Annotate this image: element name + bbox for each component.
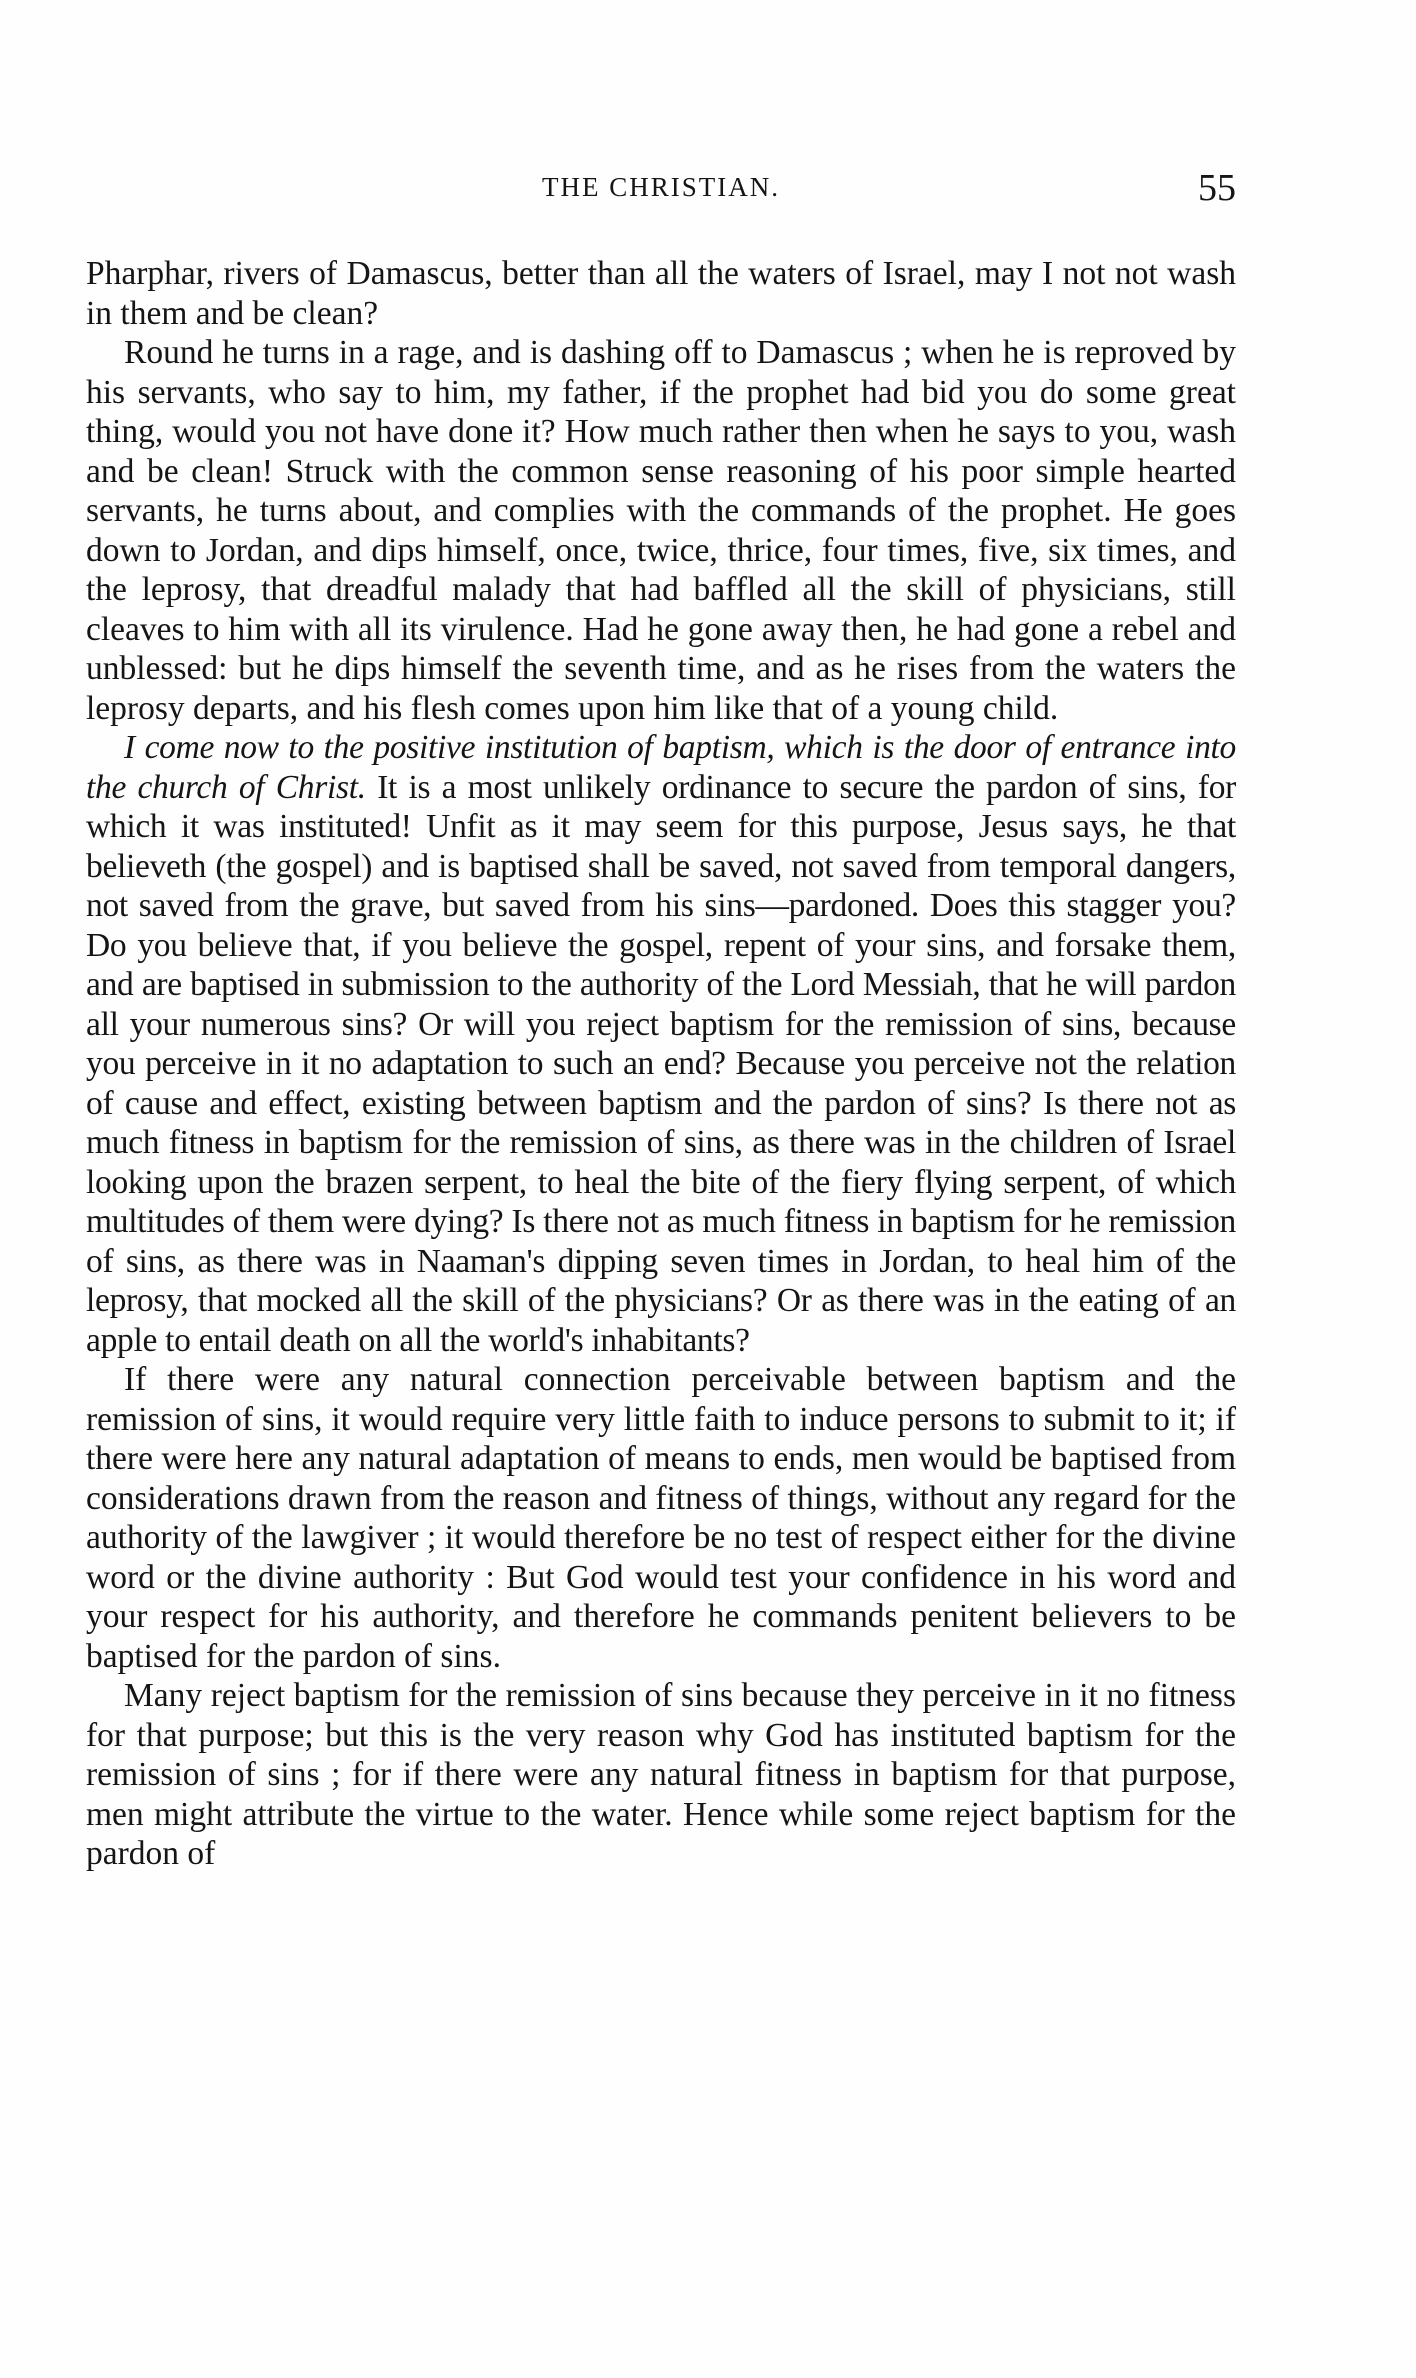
paragraph-italic-lead: I come now to the positive institution of baptism, which is the door of entrance into the church of Christ. [86, 729, 1236, 806]
body-text [86, 254, 1236, 1874]
paragraph-many-reject [86, 1676, 1236, 1874]
paragraph-continued [86, 254, 1236, 333]
page-header [86, 168, 1236, 218]
paragraph-natural-connection [86, 1360, 1236, 1676]
paragraph-naaman-turns [86, 333, 1236, 728]
paragraph-text: It is a most unlikely ordinance to secure the pardon of sins, for which it was instituted! Unfit as it may seem for this purpose, Jesus says, he that believeth (the gospel) and is baptised shall be saved, not saved from temporal dangers, not saved from the grave, but saved from his sins—pardoned. Does this stagger you? Do you believe that, if you believe the gospel, repent of your sins, and forsake them, and are baptised in submission to the authority of the Lord Messiah, that he will pardon all your numerous sins? Or will you reject baptism for the remission of sins, because you perceive in it no adaptation to such an end? Because you perceive not the relation of cause and effect, existing between baptism and the pardon of sins? Is there not as much fitness in baptism for the remission of sins, as there was in the children of Israel looking upon the brazen serpent, to heal the bite of the fiery flying serpent, of which multitudes of them were dying? Is there not as much fitness in baptism for he remission of sins, as there was in Naaman's dipping seven times in Jordan, to heal him of the leprosy, that mocked all the skill of the physicians? Or as there was in the eating of an apple to entail death on all the world's inhabitants? [86, 768, 1237, 1359]
paragraph-text: If there were any natural connection perceivable between baptism and the remission of sins, it would require very little faith to induce persons to submit to it; if there were here any natural adaptation of means to ends, men would be baptised from considerations drawn from the reason and fitness of things, without any regard for the authority of the lawgiver ; it would therefore be no test of respect either for the divine word or the divine authority : But God would test your confidence in his word and your respect for his authority, and therefore he commands penitent believers to be baptised for the pardon of sins. [86, 1361, 1236, 1675]
paragraph-text: Round he turns in a rage, and is dashing off to Damascus ; when he is reproved by his servants, who say to him, my father, if the prophet had bid you do some great thing, would you not have done it? How much rather then when he says to you, wash and be clean! Struck with the common sense reasoning of his poor simple hearted servants, he turns about, and complies with the commands of the prophet. He goes down to Jordan, and dips himself, once, twice, thrice, four times, five, six times, and the leprosy, that dreadful malady that had baffled all the skill of physicians, still cleaves to him with all its virulence. Had he gone away then, he had gone a rebel and unblessed: but he dips himself the seventh time, and as he rises from the waters the leprosy departs, and his flesh comes upon him like that of a young child. [86, 334, 1236, 727]
page-number: 55 [1198, 167, 1236, 209]
paragraph-text: Many reject baptism for the remission of sins because they perceive in it no fitness for that purpose; but this is the very reason why God has instituted baptism for the remission of sins ; for if there were any natural fitness in baptism for that purpose, men might attribute the virtue to the water. Hence while some reject baptism for the pardon of [86, 1677, 1236, 1872]
paragraph-baptism-institution [86, 728, 1236, 1360]
paragraph-text: Pharphar, rivers of Damascus, better than all the waters of Israel, may I not not wash in them and be clean? [86, 255, 1236, 332]
running-head: THE CHRISTIAN. [542, 172, 780, 202]
